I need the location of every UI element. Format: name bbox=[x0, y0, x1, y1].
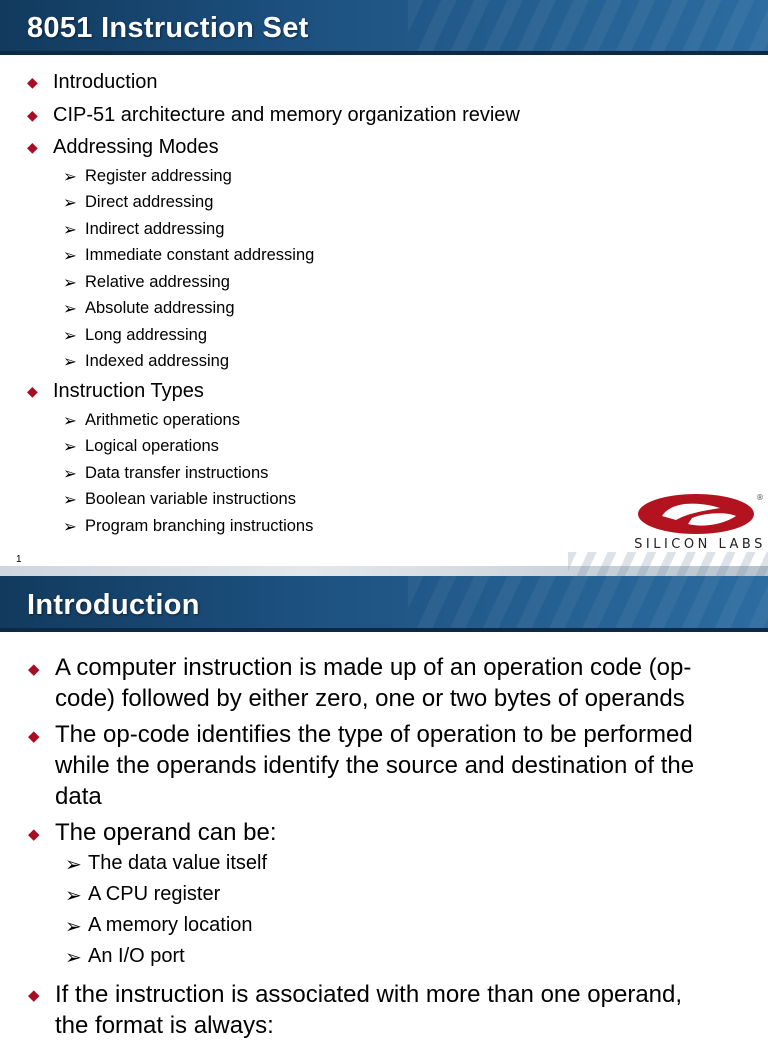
arrow-bullet-icon: ➢ bbox=[65, 947, 82, 969]
arrow-bullet-icon: ➢ bbox=[63, 412, 77, 430]
arrow-bullet-icon: ➢ bbox=[65, 916, 82, 938]
slide-2 bbox=[0, 576, 768, 1039]
page-number: 1 bbox=[16, 554, 22, 565]
arrow-bullet-icon: ➢ bbox=[63, 274, 77, 292]
bullet-diamond-icon: ◆ bbox=[27, 107, 38, 123]
title-bar bbox=[0, 576, 768, 632]
sub-bullet: A CPU register bbox=[88, 883, 221, 905]
arrow-bullet-icon: ➢ bbox=[63, 438, 77, 456]
sub-bullet: Relative addressing bbox=[85, 273, 230, 291]
bullet-line: The operand can be: bbox=[55, 819, 277, 846]
sub-bullet: Register addressing bbox=[85, 167, 232, 185]
bullet-line: data bbox=[55, 783, 102, 810]
sub-bullet: Indexed addressing bbox=[85, 352, 230, 370]
sub-bullet: Logical operations bbox=[85, 437, 219, 455]
silicon-labs-logo-icon bbox=[632, 490, 768, 538]
arrow-bullet-icon: ➢ bbox=[65, 885, 82, 907]
arrow-bullet-icon: ➢ bbox=[63, 327, 77, 345]
sub-bullet: An I/O port bbox=[88, 945, 185, 967]
bullet-diamond-icon: ◆ bbox=[28, 728, 40, 745]
silicon-labs-logo bbox=[632, 490, 768, 556]
slide-title: 8051 Instruction Set bbox=[27, 12, 309, 44]
bullet-architecture: CIP-51 architecture and memory organization review bbox=[53, 104, 520, 126]
bullet-line: code) followed by either zero, one or two bytes of operands bbox=[55, 685, 685, 712]
bullet-addressing-modes: Addressing Modes bbox=[53, 136, 219, 158]
bullet-diamond-icon: ◆ bbox=[27, 383, 38, 399]
bullet-diamond-icon: ◆ bbox=[28, 661, 40, 678]
arrow-bullet-icon: ➢ bbox=[63, 465, 77, 483]
sub-bullet: Long addressing bbox=[85, 326, 208, 344]
bullet-diamond-icon: ◆ bbox=[27, 139, 38, 155]
bullet-line: the format is always: bbox=[55, 1012, 274, 1039]
arrow-bullet-icon: ➢ bbox=[63, 168, 77, 186]
bullet-diamond-icon: ◆ bbox=[27, 74, 38, 90]
sub-bullet: Arithmetic operations bbox=[85, 411, 240, 429]
arrow-bullet-icon: ➢ bbox=[63, 518, 77, 536]
logo-text: SILICON LABS bbox=[634, 537, 766, 552]
arrow-bullet-icon: ➢ bbox=[63, 194, 77, 212]
sub-bullet: Indirect addressing bbox=[85, 220, 225, 238]
title-bar-edge bbox=[0, 628, 768, 632]
bullet-instruction-types: Instruction Types bbox=[53, 380, 204, 402]
title-bar-sheen bbox=[408, 0, 768, 55]
bullet-introduction: Introduction bbox=[53, 71, 158, 93]
sub-bullet: Data transfer instructions bbox=[85, 464, 269, 482]
arrow-bullet-icon: ➢ bbox=[63, 491, 77, 509]
arrow-bullet-icon: ➢ bbox=[63, 353, 77, 371]
arrow-bullet-icon: ➢ bbox=[63, 300, 77, 318]
bullet-line: The op-code identifies the type of operation to be performed bbox=[55, 721, 693, 748]
footer-stripes bbox=[568, 552, 768, 576]
title-bar-sheen bbox=[408, 576, 768, 631]
sub-bullet: Immediate constant addressing bbox=[85, 246, 315, 264]
bullet-line: while the operands identify the source and destination of the bbox=[55, 752, 695, 779]
sub-bullet: Absolute addressing bbox=[85, 299, 235, 317]
bullet-diamond-icon: ◆ bbox=[28, 987, 40, 1004]
sub-bullet: A memory location bbox=[88, 914, 253, 936]
bullet-diamond-icon: ◆ bbox=[28, 826, 40, 843]
title-bar bbox=[0, 0, 768, 55]
sub-bullet: Direct addressing bbox=[85, 193, 214, 211]
title-bar-edge bbox=[0, 51, 768, 55]
bullet-line: If the instruction is associated with more than one operand, bbox=[55, 981, 683, 1008]
sub-bullet: Boolean variable instructions bbox=[85, 490, 296, 508]
bullet-line: A computer instruction is made up of an operation code (op- bbox=[55, 654, 692, 681]
arrow-bullet-icon: ➢ bbox=[65, 854, 82, 876]
sub-bullet: The data value itself bbox=[88, 852, 267, 874]
slide-title: Introduction bbox=[27, 589, 200, 621]
arrow-bullet-icon: ➢ bbox=[63, 247, 77, 265]
svg-text:®: ® bbox=[756, 493, 764, 502]
sub-bullet: Program branching instructions bbox=[85, 517, 314, 535]
arrow-bullet-icon: ➢ bbox=[63, 221, 77, 239]
